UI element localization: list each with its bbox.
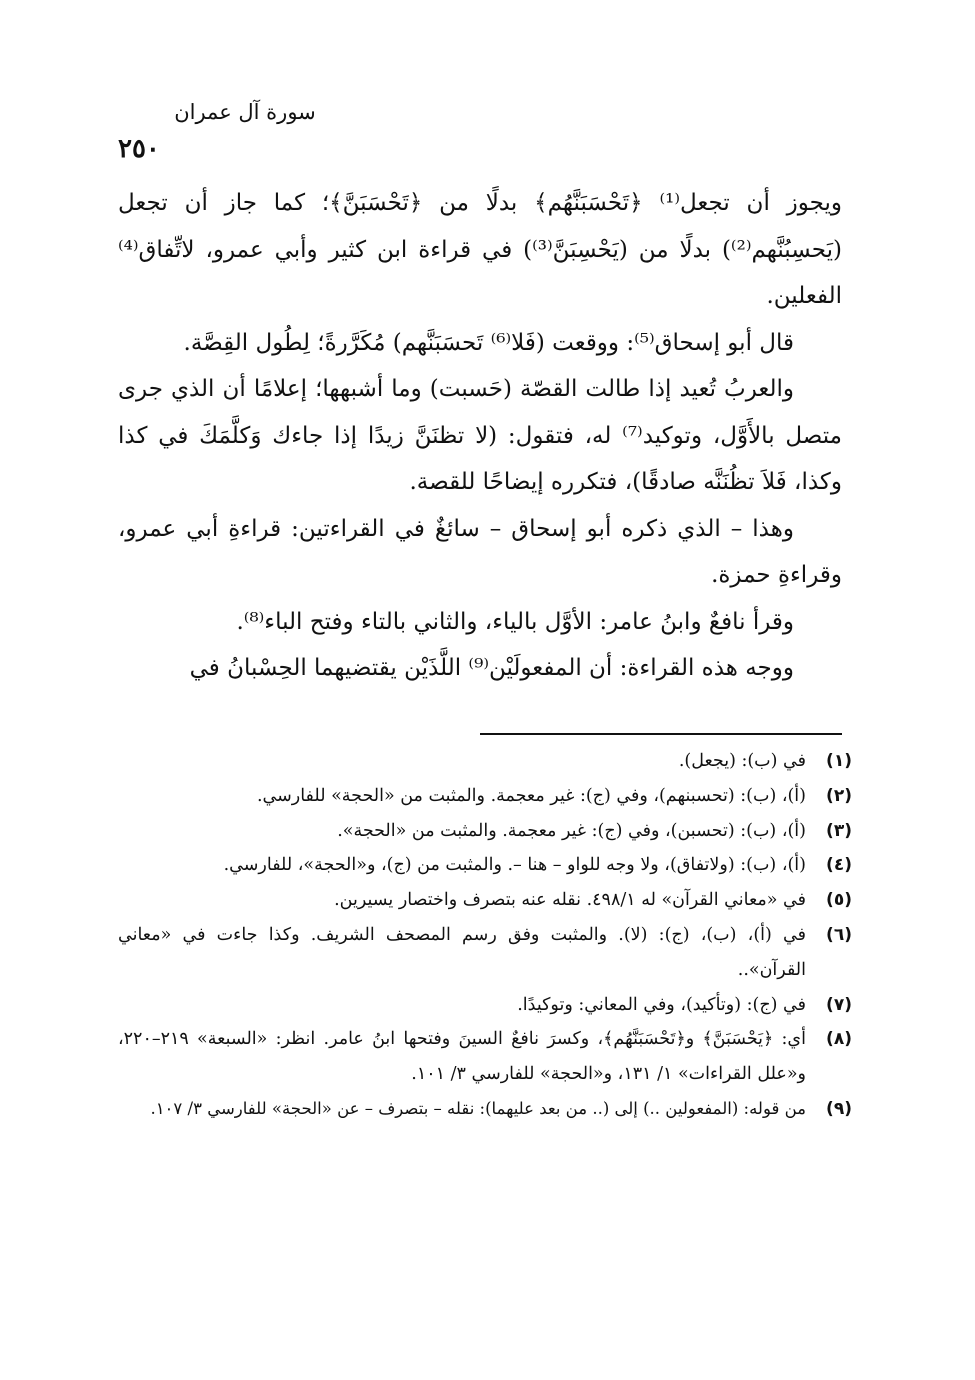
footnote-number: (٣) [826, 820, 852, 841]
footnote [118, 744, 852, 779]
page-number: ٢٥٠ [118, 134, 160, 164]
footnote [118, 848, 852, 883]
footnote-text: (أ)، (ب): (تحسبنهم)، وفي (ج): غير معجمة. والمثبت من «الحجة» للفارسي. [256, 785, 806, 806]
footnote-number: (٢) [826, 785, 852, 806]
footnote-number: (٥) [826, 890, 852, 911]
footnote-number: (٦) [826, 924, 852, 945]
footnotes [118, 744, 852, 1127]
footnote [118, 1092, 852, 1127]
running-title: سورة آل عمران [174, 100, 316, 124]
paragraph: ويجوز أن تجعل⁽¹⁾ ﴿تَحْسَبَنَّهُم﴾ بدلًا من ﴿تَحْسَبَنَّ﴾؛ كما جاز أن تجعل (يَحسِبُنَّهم⁽²⁾) بدلًا من (يَحْسِبَنَّ⁽³⁾) في قراءة ابن كثير وأبي عمرو، لاتِّفاق⁽⁴⁾ الفعلين. [118, 190, 842, 309]
footnote-text: في (ج): (وتأكيد)، وفي المعاني: وتوكيدًا. [517, 994, 806, 1015]
footnote-text: أي: ﴿يَحْسَبَنَّ﴾ و﴿تَحْسَبَنَّهُم﴾، وكسرَ نافعٌ السينَ وفتحها ابنُ عامر. انظر: «السبعة» ٢١٩–٢٢٠، و«علل القراءات» ١/ ١٣١، و«الحجة» للفارسي ٣/ ١٠١. [118, 1029, 806, 1085]
footnote [118, 883, 852, 918]
footnote [118, 814, 852, 849]
main-text [118, 180, 842, 692]
footnote-separator [480, 733, 842, 735]
footnote [118, 1022, 852, 1092]
footnote [118, 918, 852, 988]
footnote-number: (٧) [826, 994, 852, 1015]
paragraph: وهذا – الذي ذكره أبو إسحاق – سائغٌ في القراءتين: قراءةِ أبي عمرو، وقراءةِ حمزة. [118, 515, 842, 588]
footnote-number: (٨) [826, 1029, 852, 1050]
footnote [118, 988, 852, 1023]
paragraph: قال أبو إسحاق⁽⁵⁾: ووقعت (فَلا⁽⁶⁾ تَحسَبَنَّهم) مُكَرَّرةً؛ لِطُول القِصَّة. [183, 329, 794, 356]
footnote-text: في (أ)، (ب)، (ج): (لا). والمثبت وفق رسم المصحف الشريف. وكذا جاءت في «معاني القرآن».. [118, 924, 806, 980]
paragraph: وقرأ نافعٌ وابنُ عامر: الأوَّل بالياء، والثاني بالتاء وفتح الباء⁽⁸⁾. [236, 608, 794, 635]
footnote [118, 779, 852, 814]
footnote-text: من قوله: (المفعولين ..) إلى (.. من بعد عليهما): نقله – بتصرف – عن «الحجة» للفارسي ٣/ ١٠٧. [150, 1098, 806, 1118]
footnote-text: في (ب): (يجعل). [678, 751, 806, 771]
footnote-number: (٤) [826, 855, 852, 876]
footnote-text: (أ)، (ب): (ولاتفاق)، ولا وجه للواو – هنا –. والمثبت من (ج)، و«الحجة»، للفارسي. [223, 855, 806, 876]
footnote-number: (٩) [826, 1098, 852, 1119]
paragraph: ووجه هذه القراءة: أن المفعولَيْن⁽⁹⁾ اللَّذَيْن يقتضيهما الحِسْبانُ في [189, 655, 794, 681]
footnote-number: (١) [826, 751, 852, 771]
footnote-text: (أ)، (ب): (تحسبن)، وفي (ج): غير معجمة. والمثبت من «الحجة». [337, 820, 806, 841]
paragraph: والعربُ تُعيد إذا طالت القصّة (حَسبت) وما أشبهها؛ إعلامًا أن الذي جرى متصل بالأَوَّل، وتوكيد⁽⁷⁾ له، فتقول: (لا تظنَنَّ زيدًا إذا جاءك وَكلَّمَكَ في كذا وكذا، فَلاَ تظُنَنَّه صادقًا)، فتكرره إيضاحًا للقصة. [118, 376, 842, 495]
footnote-text: في «معاني القرآن» له ٤٩٨/١. نقله عنه بتصرف واختصار يسيرين. [334, 890, 806, 911]
